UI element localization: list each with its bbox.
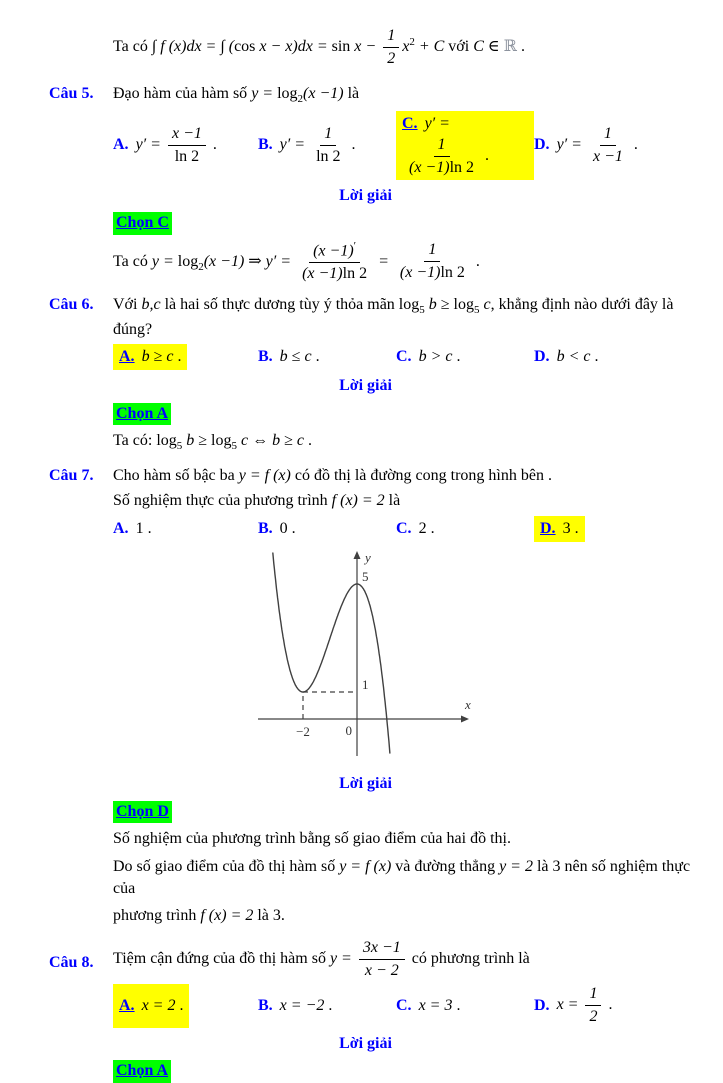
option-content: C. x = 3 . [396, 996, 461, 1014]
option-letter: D. [534, 996, 550, 1014]
x-axis-label: x [465, 696, 471, 712]
solution-line: Ta có $y = \log_2(x -1)$ ⇒ y′ = $\frac{(x -1)'}{(x -1)\ln 2}$ = $\frac{1}{(x -1)\ln 2}$ . [113, 239, 480, 283]
answer-option-b [258, 124, 396, 167]
document-page [0, 26, 723, 1080]
option-letter: A. [119, 996, 135, 1014]
answer-option-a [113, 344, 258, 370]
choice-row [113, 212, 713, 234]
question-block [49, 294, 713, 455]
question-stem: Đạo hàm của hàm số $y = \log_2(x -1)$ là [113, 85, 360, 106]
question-block [49, 938, 713, 1083]
question-block [49, 465, 713, 928]
option-content: B. 0 . [258, 519, 296, 537]
cubic-curve [273, 549, 390, 753]
option-letter: C. [402, 114, 418, 132]
solution-line: phương trình f (x) = 2 là 3. [113, 907, 285, 925]
option-content: A. b ≥ c . [113, 344, 187, 370]
question-label: Câu 6. [49, 296, 94, 314]
option-letter: A. [119, 348, 135, 366]
answer-option-b [258, 518, 396, 540]
answer-option-a [113, 124, 258, 167]
answer-option-b [258, 995, 396, 1017]
fraction: $\frac{1}{(x -1)\ln 2}$ [399, 241, 465, 282]
answer-option-b [258, 346, 396, 368]
fraction: $\frac{1}{(x -1)\ln 2}$ [409, 135, 475, 176]
questions-container [49, 83, 713, 1083]
option-content: D. 3 . [534, 516, 585, 542]
choice-row [113, 403, 713, 425]
option-letter: C. [396, 996, 412, 1014]
answer-option-c [396, 518, 534, 540]
y-axis-arrow [354, 551, 361, 559]
question-stem: Số nghiệm thực của phương trình f (x) = 2 là [113, 492, 401, 510]
fraction: $\frac{(x -1)'}{(x -1)\ln 2}$ [302, 239, 368, 283]
fraction: $\frac{1}{2}$ [383, 26, 399, 69]
options-row [113, 984, 713, 1028]
axis-tick-label: 0 [345, 722, 352, 738]
x-axis-arrow [461, 715, 469, 722]
question-row [49, 465, 713, 513]
options-row [113, 344, 713, 370]
solution-header: Lời giải [339, 775, 392, 793]
question-stem: Với b,c là hai số thực dương tùy ý thỏa mãn $\log_5 b \ge \log_5 c$, khẳng định nào dưới đây là đúng? [113, 296, 674, 338]
question-row [49, 294, 713, 341]
answer-option-a [113, 984, 258, 1028]
option-content: D. x = $\frac{1}{2}$ . [534, 985, 613, 1026]
intro-formula: Ta có ∫ f (x)dx = ∫ (cos x − x)dx = sin x − $\frac{1}{2}$ $x^2 + C$ với C ∈ ℝ . [113, 27, 525, 67]
option-content: C. b > c . [396, 348, 461, 366]
option-content: B. x = −2 . [258, 996, 333, 1014]
option-letter: A. [113, 519, 129, 537]
document-content [49, 26, 713, 1083]
question-stem: Cho hàm số bậc ba y = f (x) có đồ thị là đường cong trong hình bên . [113, 466, 552, 484]
option-letter: C. [396, 519, 412, 537]
answer-option-c [396, 995, 534, 1017]
question-row [49, 938, 713, 981]
graph-figure [253, 548, 473, 768]
answer-option-c [396, 111, 534, 180]
answer-option-a [113, 518, 258, 540]
solution-header: Lời giải [339, 377, 392, 395]
answer-option-d [534, 984, 720, 1027]
choice-badge: Chọn A [113, 1060, 171, 1082]
option-letter: B. [258, 135, 273, 153]
option-content: A. y′ = $\frac{x -1}{\ln 2}$ . [113, 124, 217, 165]
option-content: A. x = 2 . [113, 984, 189, 1028]
axis-tick-label: 1 [362, 676, 369, 692]
option-letter: A. [113, 135, 129, 153]
choice-row [113, 801, 713, 823]
option-letter: B. [258, 519, 273, 537]
fraction: $\frac{1}{2}$ [585, 984, 601, 1027]
question-row [49, 83, 713, 108]
axis-tick-label: 5 [362, 568, 369, 584]
option-letter: B. [258, 348, 273, 366]
answer-option-d [534, 124, 720, 167]
question-label: Câu 5. [49, 85, 94, 102]
y-axis-label: y [365, 549, 371, 565]
answer-option-d [534, 346, 720, 368]
option-content: C. 2 . [396, 519, 435, 537]
options-row [113, 516, 713, 542]
answer-option-c [396, 346, 534, 368]
choice-badge: Chọn C [113, 212, 172, 234]
fraction: $\frac{3x -1}{x - 2}$ [359, 938, 405, 981]
option-content: A. 1 . [113, 519, 152, 537]
question-stem: Tiệm cận đứng của đồ thị hàm số y = $\frac{3x -1}{x - 2}$ có phương trình là [113, 938, 530, 979]
solution-line: Do số giao điểm của đồ thị hàm số y = f (x) và đường thẳng y = 2 là 3 nên số nghiệm thực của [113, 857, 691, 897]
question-block [49, 83, 713, 284]
solution-line: Ta có: $\log_5 b \ge \log_5 c$ ⇔ b ≥ c . [113, 432, 312, 453]
solution-header: Lời giải [339, 186, 392, 204]
answer-option-d [534, 516, 720, 542]
option-content: B. b ≤ c . [258, 348, 320, 366]
choice-badge: Chọn A [113, 403, 171, 425]
question-label: Câu 8. [49, 953, 94, 971]
axis-tick-label: −2 [296, 723, 310, 739]
option-letter: D. [534, 348, 550, 366]
choice-badge: Chọn D [113, 801, 172, 823]
options-row [113, 111, 713, 180]
function-graph [253, 548, 473, 761]
option-content: C. y′ = $\frac{1}{(x -1)\ln 2}$ . [396, 111, 534, 180]
fraction: $\frac{x -1}{\ln 2}$ [168, 124, 206, 167]
solution-header: Lời giải [339, 1035, 392, 1053]
option-content: B. y′ = $\frac{1}{\ln 2}$ . [258, 124, 356, 165]
option-content: D. b < c . [534, 348, 599, 366]
option-content: D. y′ = $\frac{1}{x -1}$ . [534, 124, 638, 165]
option-letter: D. [540, 519, 556, 537]
option-letter: D. [534, 135, 550, 153]
choice-row [113, 1060, 713, 1082]
option-letter: C. [396, 348, 412, 366]
question-label: Câu 7. [49, 466, 94, 484]
fraction: $\frac{1}{x -1}$ [592, 124, 623, 165]
option-letter: B. [258, 996, 273, 1014]
fraction: $\frac{1}{\ln 2}$ [316, 124, 341, 165]
solution-line: Số nghiệm của phương trình bằng số giao điểm của hai đồ thị. [113, 830, 511, 848]
